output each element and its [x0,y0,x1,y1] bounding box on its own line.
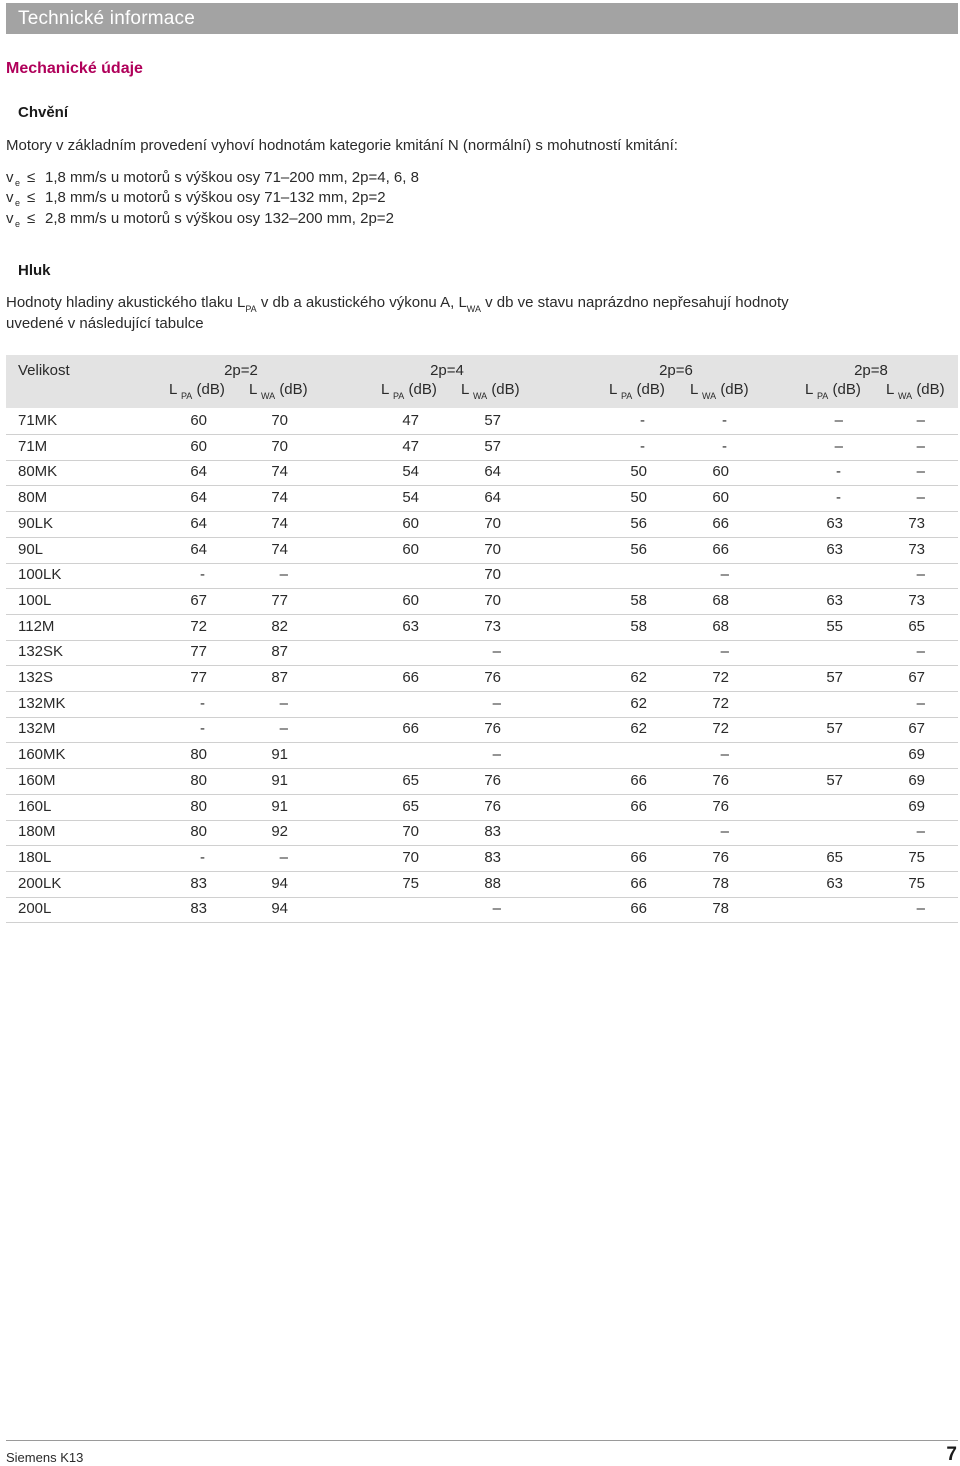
header-subscript: PA [816,391,829,401]
velocity-symbol: v [6,210,14,227]
table-cell: - [640,438,645,455]
footer-divider [6,1440,958,1441]
table-cell: 60 [190,438,207,455]
table-cell: 73 [908,541,925,558]
table-cell: 66 [402,720,419,737]
table-cell: 76 [484,772,501,789]
table-cell: – [916,412,925,429]
table-cell-size: 180L [18,849,52,866]
table-cell-size: 200L [18,900,52,917]
table-cell-size: 80M [18,489,48,506]
table-cell: 62 [630,695,647,712]
noise-text-b: v db a akustického výkonu A, L [256,294,467,311]
section-title: Mechanické údaje [6,60,143,77]
row-divider [6,922,958,923]
table-cell: 62 [630,720,647,737]
table-cell: 50 [630,463,647,480]
table-cell: 66 [630,798,647,815]
table-cell-size: 160MK [18,746,66,763]
table-cell: 58 [630,592,647,609]
table-cell-size: 132MK [18,695,66,712]
column-header-size: Velikost [18,362,70,379]
table-cell-size: 132SK [18,643,64,660]
table-cell: 47 [402,412,419,429]
table-cell: – [916,463,925,480]
column-header-lpa [169,381,225,401]
table-cell: 66 [630,772,647,789]
column-header-lwa [690,381,749,401]
table-cell: – [279,720,288,737]
header-l-symbol: L [609,381,617,398]
table-cell-size: 100L [18,592,52,609]
table-cell: – [916,566,925,583]
header-unit: (dB) [408,381,437,398]
header-unit: (dB) [832,381,861,398]
table-cell: 73 [908,515,925,532]
header-bar [6,3,958,34]
header-unit: (dB) [636,381,665,398]
header-subscript: PA [392,391,405,401]
table-cell: 64 [190,463,207,480]
table-cell-size: 160M [18,772,56,789]
table-cell: – [720,643,729,660]
row-divider [6,614,958,615]
table-cell: 74 [271,515,288,532]
table-cell: 67 [190,592,207,609]
header-l-symbol: L [805,381,813,398]
table-cell: 82 [271,618,288,635]
table-cell-size: 71MK [18,412,58,429]
table-cell: 64 [190,489,207,506]
table-cell: – [916,900,925,917]
table-cell: 60 [402,592,419,609]
table-cell: 54 [402,463,419,480]
table-cell-size: 80MK [18,463,58,480]
table-cell: – [492,746,501,763]
header-l-symbol: L [461,381,469,398]
noise-text-a: Hodnoty hladiny akustického tlaku L [6,294,246,311]
column-header-lpa [805,381,861,401]
less-equal-symbol: ≤ [27,189,36,206]
table-cell-size: 160L [18,798,52,815]
vibration-line-text: 1,8 mm/s u motorů s výškou osy 71–200 mm, 2p=4, 6, 8 [45,169,419,186]
column-header-lwa [249,381,308,401]
table-cell: 72 [712,720,729,737]
table-cell: 75 [908,875,925,892]
noise-heading: Hluk [18,262,51,279]
table-cell: 64 [484,463,501,480]
column-group-header: 2p=2 [224,362,258,379]
header-unit: (dB) [279,381,308,398]
table-cell: 56 [630,515,647,532]
velocity-subscript: e [15,178,21,188]
row-divider [6,640,958,641]
table-cell: 66 [402,669,419,686]
table-cell: 80 [190,746,207,763]
table-cell: 63 [826,515,843,532]
table-cell: 63 [826,541,843,558]
table-cell: 88 [484,875,501,892]
table-cell: 91 [271,772,288,789]
row-divider [6,768,958,769]
table-cell: 76 [712,798,729,815]
table-cell: 66 [712,541,729,558]
table-cell: – [492,643,501,660]
page-title: Technické informace [18,8,195,29]
table-cell: – [279,566,288,583]
table-cell: – [720,746,729,763]
vibration-line [6,210,606,230]
page-number: 7 [946,1444,957,1465]
table-cell: – [492,900,501,917]
table-cell: 69 [908,746,925,763]
table-cell: 74 [271,489,288,506]
table-cell: 77 [271,592,288,609]
table-cell: - [200,695,205,712]
table-cell: 78 [712,875,729,892]
table-cell-size: 90LK [18,515,54,532]
column-group-header: 2p=4 [430,362,464,379]
table-cell: 76 [484,720,501,737]
header-unit: (dB) [720,381,749,398]
row-divider [6,871,958,872]
noise-paragraph-line-2: uvedené v následující tabulce [6,315,204,332]
table-cell: 55 [826,618,843,635]
column-header-lpa [609,381,665,401]
table-cell: 67 [908,720,925,737]
table-cell: – [916,823,925,840]
header-l-symbol: L [169,381,177,398]
noise-sub-pa: PA [245,304,257,314]
table-cell: 76 [712,772,729,789]
table-cell: 83 [484,849,501,866]
noise-paragraph-line-1 [6,294,789,314]
velocity-symbol: v [6,189,14,206]
header-unit: (dB) [491,381,520,398]
table-cell: - [200,720,205,737]
table-cell: 47 [402,438,419,455]
row-divider [6,794,958,795]
table-cell-size: 112M [18,618,55,635]
velocity-symbol: v [6,169,14,186]
header-subscript: WA [260,391,276,401]
table-cell: 76 [484,669,501,686]
table-cell: – [834,438,843,455]
table-cell: 73 [908,592,925,609]
row-divider [6,691,958,692]
table-cell: 60 [402,541,419,558]
noise-sub-wa: WA [466,304,481,314]
table-cell: - [640,412,645,429]
table-cell: 68 [712,592,729,609]
table-cell: 62 [630,669,647,686]
table-cell: 76 [712,849,729,866]
table-cell: 65 [402,798,419,815]
noise-text-c: v db ve stavu naprázdno nepřesahují hodnoty [480,294,789,311]
table-cell: 75 [402,875,419,892]
less-equal-symbol: ≤ [27,210,36,227]
column-header-lwa [461,381,520,401]
table-cell: 63 [826,875,843,892]
row-divider [6,665,958,666]
table-cell: 70 [484,592,501,609]
table-cell: – [279,695,288,712]
header-subscript: WA [472,391,488,401]
table-cell: 64 [190,515,207,532]
table-cell: 70 [271,412,288,429]
row-divider [6,563,958,564]
table-cell: 65 [826,849,843,866]
table-cell: – [834,412,843,429]
header-unit: (dB) [916,381,945,398]
table-cell: - [200,566,205,583]
table-cell: - [722,412,727,429]
column-group-header: 2p=6 [659,362,693,379]
row-divider [6,717,958,718]
table-cell: 66 [630,849,647,866]
vibration-heading: Chvění [18,104,69,121]
table-cell: 57 [826,669,843,686]
vibration-line-text: 1,8 mm/s u motorů s výškou osy 71–132 mm, 2p=2 [45,189,386,206]
table-cell: 67 [908,669,925,686]
vibration-line [6,189,606,209]
column-group-header: 2p=8 [854,362,888,379]
table-cell: 72 [712,695,729,712]
row-divider [6,485,958,486]
header-unit: (dB) [196,381,225,398]
table-cell: 73 [484,618,501,635]
header-subscript: WA [701,391,717,401]
header-l-symbol: L [249,381,257,398]
less-equal-symbol: ≤ [27,169,36,186]
row-divider [6,588,958,589]
table-cell: 75 [908,849,925,866]
table-cell: 64 [190,541,207,558]
row-divider [6,742,958,743]
table-cell: 70 [402,849,419,866]
table-cell-size: 71M [18,438,48,455]
table-cell: 83 [190,875,207,892]
table-cell: 57 [826,720,843,737]
table-cell: 83 [190,900,207,917]
table-cell-size: 132S [18,669,54,686]
table-cell: 66 [630,900,647,917]
table-cell: 64 [484,489,501,506]
table-cell: 68 [712,618,729,635]
table-cell: 92 [271,823,288,840]
table-cell: – [492,695,501,712]
header-subscript: PA [620,391,633,401]
table-cell: - [722,438,727,455]
table-cell: – [916,438,925,455]
table-cell: 65 [908,618,925,635]
table-cell: 87 [271,669,288,686]
row-divider [6,537,958,538]
table-cell-size: 200LK [18,875,62,892]
table-cell: 63 [826,592,843,609]
header-l-symbol: L [381,381,389,398]
table-cell: 77 [190,643,207,660]
table-cell-size: 180M [18,823,56,840]
table-cell-size: 132M [18,720,56,737]
table-cell: 69 [908,772,925,789]
table-cell: 72 [190,618,207,635]
table-cell: 80 [190,823,207,840]
column-header-lwa [886,381,945,401]
velocity-subscript: e [15,219,21,229]
table-cell: 77 [190,669,207,686]
table-cell: 57 [484,412,501,429]
table-cell: – [916,695,925,712]
table-cell: 50 [630,489,647,506]
table-cell: 70 [271,438,288,455]
table-cell: 91 [271,746,288,763]
row-divider [6,434,958,435]
table-cell: - [836,463,841,480]
table-cell: – [279,849,288,866]
table-cell: 76 [484,798,501,815]
table-cell: 65 [402,772,419,789]
table-cell: 70 [484,566,501,583]
table-cell: - [200,849,205,866]
table-cell: 94 [271,875,288,892]
velocity-subscript: e [15,198,21,208]
table-cell: – [916,489,925,506]
row-divider [6,820,958,821]
table-cell: 54 [402,489,419,506]
table-cell-size: 100LK [18,566,62,583]
header-l-symbol: L [886,381,894,398]
table-cell: 63 [402,618,419,635]
table-cell: 70 [402,823,419,840]
table-cell: 60 [402,515,419,532]
table-cell: 87 [271,643,288,660]
table-cell: 60 [712,463,729,480]
footer-publication: Siemens K13 [6,1450,84,1465]
table-cell: 56 [630,541,647,558]
column-header-lpa [381,381,437,401]
row-divider [6,460,958,461]
table-cell: 66 [630,875,647,892]
vibration-line-text: 2,8 mm/s u motorů s výškou osy 132–200 mm, 2p=2 [45,210,394,227]
table-cell: 72 [712,669,729,686]
table-cell: 78 [712,900,729,917]
table-cell: 70 [484,541,501,558]
table-cell: – [720,823,729,840]
table-cell: 66 [712,515,729,532]
vibration-line [6,169,606,189]
table-cell: 94 [271,900,288,917]
table-cell: 80 [190,798,207,815]
table-cell: - [836,489,841,506]
table-cell-size: 90L [18,541,44,558]
header-l-symbol: L [690,381,698,398]
row-divider [6,845,958,846]
row-divider [6,511,958,512]
table-cell: 83 [484,823,501,840]
vibration-intro: Motory v základním provedení vyhoví hodnotám kategorie kmitání N (normální) s mohutností kmitání: [6,137,678,154]
table-cell: 57 [826,772,843,789]
table-cell: 57 [484,438,501,455]
header-subscript: WA [897,391,913,401]
table-cell: – [916,643,925,660]
table-cell: 80 [190,772,207,789]
table-cell: – [720,566,729,583]
table-cell: 58 [630,618,647,635]
table-cell: 60 [712,489,729,506]
table-cell: 74 [271,541,288,558]
row-divider [6,897,958,898]
table-cell: 74 [271,463,288,480]
table-cell: 70 [484,515,501,532]
header-subscript: PA [180,391,193,401]
table-cell: 60 [190,412,207,429]
table-cell: 91 [271,798,288,815]
table-cell: 69 [908,798,925,815]
